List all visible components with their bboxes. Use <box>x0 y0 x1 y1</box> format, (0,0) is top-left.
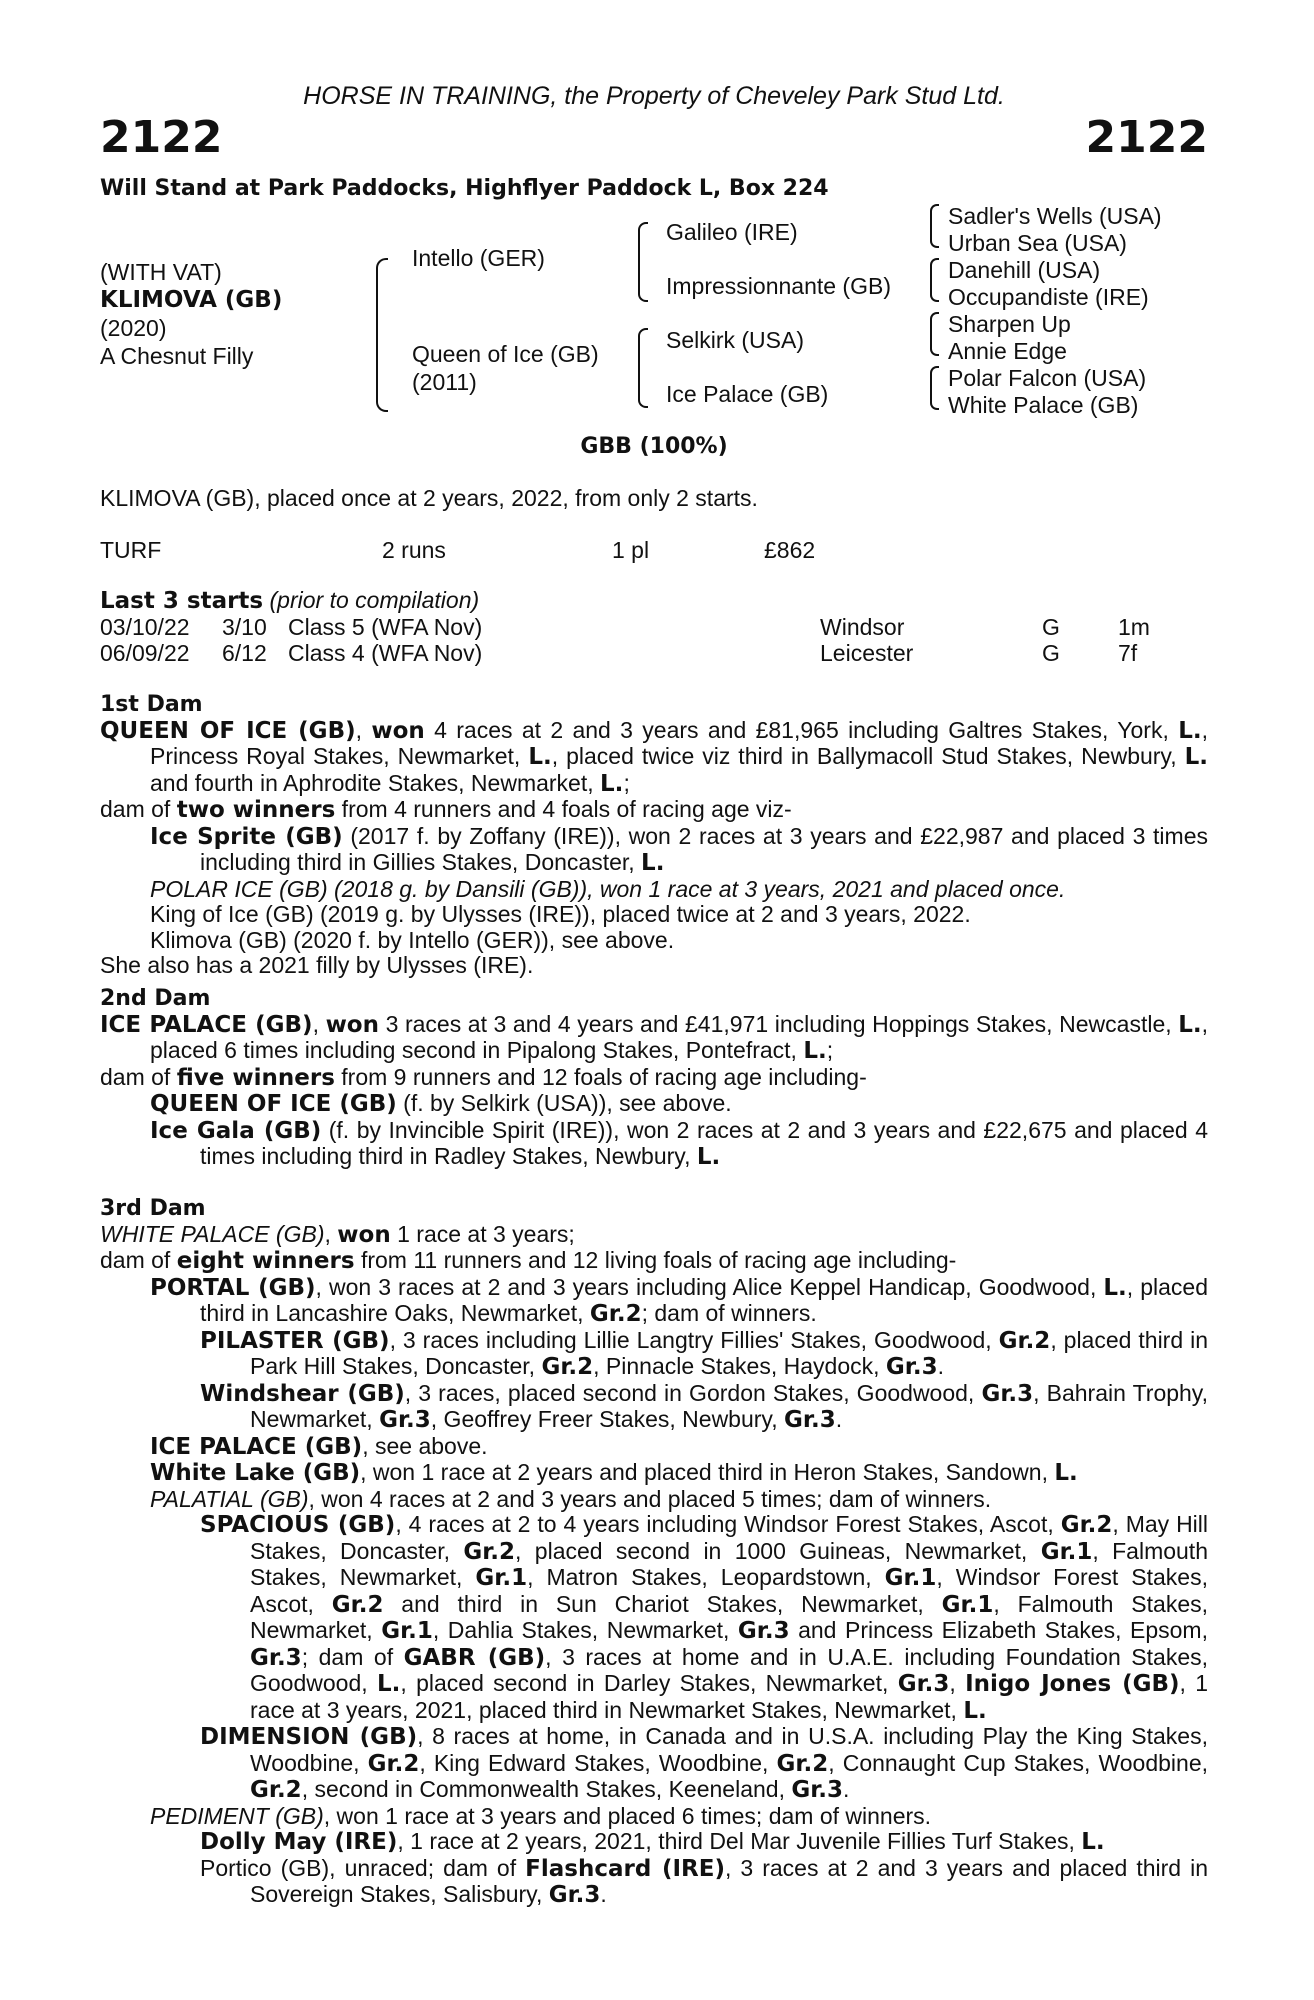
text: dam of <box>100 796 177 822</box>
pedigree-brace-3c <box>930 312 939 356</box>
start-course: Leicester <box>820 639 914 666</box>
start-going: G <box>1042 613 1060 640</box>
text: , Falmouth Stakes, Newmarket, <box>250 1590 1209 1643</box>
second-dam-record: ICE PALACE (GB), won 3 races at 3 and 4 years and £41,971 including Hoppings Stakes, Newcastle, L., placed 6 times including second in Pipalong Stakes, Pontefract, L.; <box>100 1010 1209 1064</box>
pedigree-brace-3a <box>930 204 939 248</box>
group-tag: Gr.3 <box>548 1882 601 1908</box>
produce-entry <box>100 1487 1208 1513</box>
text: , 8 races at home, in Canada and in U.S.A. including Play the King Stakes, Woodbine, <box>250 1723 1208 1776</box>
page-header: HORSE IN TRAINING, the Property of Cheveley Park Stud Ltd. <box>303 82 1005 110</box>
dam-name: WHITE PALACE (GB) <box>100 1220 325 1247</box>
dam-sire: Selkirk (USA) <box>666 327 805 353</box>
produce-entry <box>100 1091 1208 1118</box>
text: , 3 races at 2 and 3 years and placed third in Sovereign Stakes, Salisbury, <box>250 1854 1209 1907</box>
pedigree-brace-3b <box>930 258 939 302</box>
start-class: Class 4 (WFA Nov) <box>288 639 483 666</box>
group-tag: Gr.1 <box>475 1565 528 1591</box>
listed-tag: L. <box>641 850 665 876</box>
pedigree-brace-3d <box>930 366 939 410</box>
text: , placed 6 times including second in Pipalong Stakes, Pontefract, <box>150 1010 1209 1063</box>
third-dam-heading: 3rd Dam <box>100 1196 206 1221</box>
winners-count: eight winners <box>176 1248 355 1274</box>
produce-entry <box>100 1434 1208 1461</box>
produce-entry <box>100 824 1208 877</box>
text: , Pinnacle Stakes, Haydock, <box>593 1353 886 1379</box>
start-position: 3/10 <box>222 613 267 640</box>
produce-name: PALATIAL (GB) <box>150 1485 309 1512</box>
text: (f. by Invincible Spirit (IRE)), won 2 races at 2 and 3 years and £22,675 and placed 4 times including third in Radley Stakes, Newbury, <box>200 1116 1209 1169</box>
listed-tag: L. <box>1184 744 1208 770</box>
text: , placed twice viz third in Ballymacoll Stud Stakes, Newbury, <box>551 743 1185 769</box>
group-tag: Gr.3 <box>897 1671 950 1697</box>
text: (2017 f. by Zoffany (IRE)), won 2 races at 3 years and £22,987 and placed 3 times including third in Gillies Stakes, Doncaster, <box>200 822 1208 875</box>
group-tag: Gr.2 <box>998 1327 1051 1354</box>
produce-entry <box>100 1275 1208 1328</box>
listed-tag: L. <box>1081 1829 1105 1855</box>
first-dam-heading: 1st Dam <box>100 692 203 717</box>
winners-count: five winners <box>176 1064 335 1091</box>
produce-entry <box>100 1856 1208 1909</box>
lot-number-right: 2122 <box>1085 112 1208 163</box>
listed-tag: L. <box>963 1697 987 1724</box>
text: , Dahlia Stakes, Newmarket, <box>432 1617 738 1643</box>
text: , 3 races including Lillie Langtry Fillies' Stakes, Goodwood, <box>389 1326 999 1353</box>
text: and Princess Elizabeth Stakes, Epsom, <box>789 1617 1208 1643</box>
text: , placed third in Lancashire Oaks, Newmarket, <box>200 1273 1208 1326</box>
group-tag: Gr.3 <box>791 1777 844 1803</box>
gbb-rating: GBB (100%) <box>580 434 728 459</box>
text: , placed second in Darley Stakes, Newmarket, <box>400 1670 898 1696</box>
text: and fourth in Aphrodite Stakes, Newmarket, <box>150 769 601 796</box>
text: , 3 races, placed second in Gordon Stakes, Goodwood, <box>404 1379 982 1406</box>
text: from 4 runners and 4 foals of racing age viz- <box>335 796 792 822</box>
start-going: G <box>1042 639 1060 666</box>
text: and third in Sun Chariot Stakes, Newmarket, <box>383 1590 942 1617</box>
text: ; dam of winners. <box>641 1300 817 1326</box>
dam-year: (2011) <box>412 369 477 395</box>
winners-count: two winners <box>176 797 336 823</box>
produce-name: ICE PALACE (GB) <box>150 1433 363 1460</box>
group-tag: Gr.2 <box>589 1301 642 1327</box>
race-summary: KLIMOVA (GB), placed once at 2 years, 2022, from only 2 starts. <box>100 485 758 511</box>
text: , 3 races at home and in U.A.E. including Foundation Stakes, Goodwood, <box>250 1643 1208 1696</box>
produce-name: Ice Sprite (GB) <box>150 823 343 850</box>
text: , Bahrain Trophy, Newmarket, <box>250 1379 1208 1432</box>
produce-name: GABR (GB) <box>403 1644 546 1671</box>
vat-note: (WITH VAT) <box>100 259 222 285</box>
dam-of-line <box>100 797 1208 824</box>
text: , 1 race at 3 years, 2021, placed third in Newmarket Stakes, Newmarket, <box>250 1670 1209 1723</box>
produce-name: Inigo Jones (GB) <box>965 1671 1180 1697</box>
text: , second in Commonwealth Stakes, Keeneland, <box>301 1776 792 1802</box>
group-tag: Gr.3 <box>981 1380 1034 1407</box>
start-distance: 7f <box>1118 639 1138 666</box>
produce-entry: King of Ice (GB) (2019 g. by Ulysses (IRE)), placed twice at 2 and 3 years, 2022. <box>150 901 971 927</box>
dam-name: ICE PALACE (GB) <box>100 1011 313 1038</box>
won-label: won <box>325 1011 379 1038</box>
text: ; <box>623 769 630 796</box>
dam-of-line <box>100 1065 1208 1092</box>
dam-name: QUEEN OF ICE (GB) <box>100 717 356 744</box>
text: , won 4 races at 2 and 3 years and placed 5 times; dam of winners. <box>308 1485 992 1512</box>
group-tag: Gr.2 <box>463 1538 516 1565</box>
listed-tag: L. <box>1178 717 1202 744</box>
second-dam-section <box>100 986 1208 1171</box>
record-surface: TURF <box>100 537 162 563</box>
dam: Queen of Ice (GB) <box>412 341 599 367</box>
group-tag: Gr.1 <box>884 1565 937 1591</box>
listed-tag: L. <box>528 744 552 770</box>
g4-2: Urban Sea (USA) <box>948 230 1127 256</box>
record-placed: 1 pl <box>612 537 650 563</box>
start-row <box>100 641 1208 667</box>
produce-entry <box>100 1118 1208 1171</box>
listed-tag: L. <box>376 1671 401 1697</box>
text: ; dam of <box>301 1643 404 1670</box>
text: , Connaught Cup Stakes, Woodbine, <box>828 1749 1209 1776</box>
text: ; <box>826 1037 834 1063</box>
produce-name: DIMENSION (GB) <box>200 1724 418 1750</box>
pedigree-brace-1 <box>376 258 388 412</box>
group-tag: Gr.2 <box>250 1777 302 1803</box>
text: , Matron Stakes, Leopardstown, <box>527 1564 885 1590</box>
start-class: Class 5 (WFA Nov) <box>288 613 483 640</box>
text: , placed second in 1000 Guineas, Newmarket, <box>515 1537 1041 1564</box>
stabling-location: Will Stand at Park Paddocks, Highflyer Paddock L, Box 224 <box>100 176 829 201</box>
pedigree-brace-2a <box>638 222 648 302</box>
group-tag: Gr.2 <box>1060 1512 1113 1538</box>
group-tag: Gr.2 <box>776 1750 829 1777</box>
produce-entry <box>100 1460 1208 1487</box>
g4-6: Annie Edge <box>948 338 1067 364</box>
start-course: Windsor <box>820 613 905 640</box>
text: , King Edward Stakes, Woodbine, <box>419 1749 777 1776</box>
group-tag: Gr.3 <box>885 1354 938 1380</box>
won-label: won <box>337 1221 391 1248</box>
listed-tag: L. <box>1054 1460 1078 1486</box>
text: Portico (GB), unraced; dam of <box>200 1854 526 1881</box>
group-tag: Gr.1 <box>381 1618 433 1644</box>
g4-5: Sharpen Up <box>948 311 1071 337</box>
start-position: 6/12 <box>222 639 267 666</box>
listed-tag: L. <box>1178 1011 1202 1038</box>
produce-entry <box>100 1381 1208 1434</box>
group-tag: Gr.3 <box>379 1407 431 1433</box>
g4-4: Occupandiste (IRE) <box>948 284 1149 310</box>
text: , Geoffrey Freer Stakes, Newbury, <box>430 1406 785 1432</box>
text: , <box>949 1670 956 1696</box>
produce-name: PORTAL (GB) <box>150 1274 316 1301</box>
text: . <box>937 1353 944 1379</box>
horse-name: KLIMOVA (GB) <box>100 287 283 313</box>
text: from 11 runners and 12 living foals of racing age including- <box>354 1247 957 1273</box>
text: , 4 races at 2 to 4 years including Windsor Forest Stakes, Ascot, <box>395 1511 1061 1537</box>
produce-entry <box>100 1512 1208 1724</box>
text: , May Hill Stakes, Doncaster, <box>250 1511 1209 1564</box>
produce-entry: Klimova (GB) (2020 f. by Intello (GER)), see above. <box>150 926 675 953</box>
start-date: 03/10/22 <box>100 613 190 640</box>
last-starts-note: (prior to compilation) <box>269 587 480 613</box>
text: , won 1 race at 2 years and placed third in Heron Stakes, Sandown, <box>360 1459 1055 1485</box>
text: 3 races at 3 and 4 years and £41,971 including Hoppings Stakes, Newcastle, <box>379 1010 1179 1037</box>
start-row <box>100 615 1208 641</box>
first-dam-record: QUEEN OF ICE (GB), won 4 races at 2 and 3 years and £81,965 including Galtres Stakes, York, L., Princess Royal Stakes, Newmarket, L., placed twice viz third in Ballymacoll Stud Stakes, Newbury, L. and fourth in Aphrodite Stakes, Newmarket, L.; <box>100 716 1208 797</box>
produce-entry <box>100 1328 1208 1381</box>
sire-dam: Impressionnante (GB) <box>666 273 891 299</box>
text: (f. by Selkirk (USA)), see above. <box>396 1090 732 1116</box>
text: , won 1 race at 3 years and placed 6 times; dam of winners. <box>323 1802 932 1829</box>
produce-name: Flashcard (IRE) <box>525 1855 725 1882</box>
group-tag: Gr.2 <box>367 1750 420 1777</box>
group-tag: Gr.3 <box>250 1644 302 1671</box>
text: , won 3 races at 2 and 3 years including Alice Keppel Handicap, Goodwood, <box>315 1273 1104 1300</box>
text: , Princess Royal Stakes, Newmarket, <box>150 716 1208 769</box>
text: 4 races at 2 and 3 years and £81,965 including Galtres Stakes, York, <box>424 716 1179 743</box>
produce-entry <box>100 1829 1208 1856</box>
third-dam-record: WHITE PALACE (GB), won 1 race at 3 years; <box>100 1220 575 1248</box>
listed-tag: L. <box>600 770 624 797</box>
group-tag: Gr.1 <box>1040 1538 1093 1565</box>
text: 1 race at 3 years; <box>390 1220 575 1247</box>
produce-name: PILASTER (GB) <box>200 1327 390 1354</box>
produce-name: PEDIMENT (GB) <box>150 1802 324 1829</box>
group-tag: Gr.3 <box>784 1407 836 1433</box>
dam-of-line <box>100 1248 1208 1275</box>
produce-entry <box>100 1724 1208 1804</box>
group-tag: Gr.2 <box>541 1354 594 1380</box>
horse-year: (2020) <box>100 315 167 341</box>
text: . <box>843 1776 850 1802</box>
g4-1: Sadler's Wells (USA) <box>948 203 1162 229</box>
text: from 9 runners and 12 foals of racing age including- <box>334 1063 867 1090</box>
text: , see above. <box>362 1432 488 1459</box>
text: . <box>600 1881 607 1907</box>
produce-entry: POLAR ICE (GB) (2018 g. by Dansili (GB)), won 1 race at 3 years, 2021 and placed once. <box>150 875 1066 902</box>
text: , 1 race at 2 years, 2021, third Del Mar Juvenile Fillies Turf Stakes, <box>397 1828 1082 1854</box>
horse-details <box>100 258 282 370</box>
produce-name: White Lake (GB) <box>150 1460 361 1486</box>
produce-name: SPACIOUS (GB) <box>200 1512 396 1538</box>
start-date: 06/09/22 <box>100 639 190 666</box>
start-distance: 1m <box>1118 613 1150 640</box>
also-note: She also has a 2021 filly by Ulysses (IRE). <box>100 952 534 978</box>
text: , placed third in Park Hill Stakes, Doncaster, <box>250 1326 1208 1379</box>
produce-name: QUEEN OF ICE (GB) <box>150 1091 397 1117</box>
second-dam-heading: 2nd Dam <box>100 986 211 1011</box>
lot-number-left: 2122 <box>100 112 223 163</box>
produce-name: Windshear (GB) <box>200 1380 405 1407</box>
text: dam of <box>100 1247 177 1273</box>
last-starts <box>100 588 1208 667</box>
listed-tag: L. <box>696 1144 721 1170</box>
text: , Falmouth Stakes, Newmarket, <box>250 1537 1208 1590</box>
group-tag: Gr.2 <box>331 1591 384 1618</box>
record-row <box>100 538 1208 564</box>
dam-dam: Ice Palace (GB) <box>666 381 829 407</box>
listed-tag: L. <box>1103 1274 1127 1301</box>
record-earnings: £862 <box>764 537 816 563</box>
sire: Intello (GER) <box>412 245 545 271</box>
record-runs: 2 runs <box>382 537 446 563</box>
last-starts-heading: Last 3 starts <box>100 588 264 614</box>
g4-8: White Palace (GB) <box>948 392 1139 418</box>
group-tag: Gr.3 <box>737 1618 790 1644</box>
third-dam-section <box>100 1196 1208 1909</box>
g4-3: Danehill (USA) <box>948 257 1101 283</box>
first-dam-section <box>100 692 1208 979</box>
horse-description: A Chesnut Filly <box>100 343 254 369</box>
produce-entry <box>100 1804 1208 1830</box>
g4-7: Polar Falcon (USA) <box>948 365 1147 391</box>
group-tag: Gr.1 <box>941 1591 994 1618</box>
sire-sire: Galileo (IRE) <box>666 219 798 245</box>
produce-name: Ice Gala (GB) <box>150 1117 322 1144</box>
text: . <box>835 1406 843 1432</box>
won-label: won <box>371 717 425 744</box>
produce-name: Dolly May (IRE) <box>200 1829 398 1855</box>
pedigree-brace-2b <box>638 328 648 408</box>
listed-tag: L. <box>803 1038 827 1064</box>
text: , Windsor Forest Stakes, Ascot, <box>250 1564 1208 1617</box>
text: dam of <box>100 1063 177 1090</box>
